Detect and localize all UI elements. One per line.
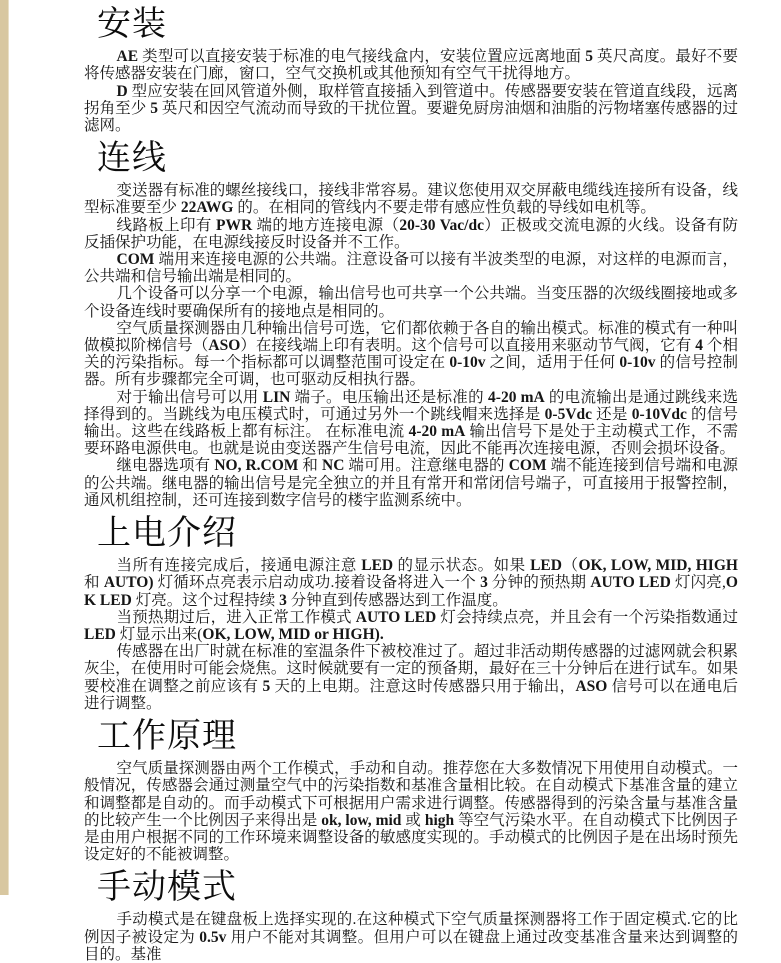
- paragraph: 继电器选项有 NO, R.COM 和 NC 端可用。注意继电器的 COM 端不能连接到信号端和电源的公共端。继电器的输出信号是完全独立的并且有常开和常闭信号端子，可直接用于报警控制，通风机组控制，还可连接到数字信号的楼宇监测系统中。: [84, 457, 738, 509]
- paragraph: 空气质量探测器由两个工作模式，手动和自动。推荐您在大多数情况下用使用自动模式。一般情况，传感器会通过测量空气中的污染指数和基准含量相比较。在自动模式下基准含量的建立和调整都是自动的。而手动模式下可根据用户需求进行调整。传感器得到的污染含量与基准含量的比较产生一个比例因子来得出是 ok, low, mid 或 high 等空气污染水平。在自动模式下比例因子是由用户根据不同的工作环境来调整设备的敏感度实现的。手动模式的比例因子是在出场时预先设定好的不能被调整。: [84, 760, 738, 864]
- paragraph: 几个设备可以分享一个电源，输出信号也可共享一个公共端。当变压器的次级线圈接地或多个设备连线时要确保所有的接地点是相同的。: [84, 285, 738, 320]
- section-heading: 安装: [97, 6, 167, 43]
- paragraph: 对于输出信号可以用 LIN 端子。电压输出还是标准的 4-20 mA 的电流输出是通过跳线来选择得到的。当跳线为电压模式时，可通过另外一个跳线帽来选择是 0-5Vdc 还是 0-10Vdc 的信号输出。这些在线路板上都有标注。 在标准电流 4-20 mA 输出信号下是处于主动模式工作，不需要环路电源供电。也就是说由变送器产生信号电流，因此不能再次连接电源，否则会损坏设备。: [84, 388, 738, 458]
- doc-section: [84, 868, 738, 963]
- paragraph: 空气质量探测器由几种输出信号可选，它们都依赖于各自的输出模式。标准的模式有一种叫做模拟阶梯信号（ASO）在接线端上印有表明。这个信号可以直接用来驱动节气阀，它有 4 个相关的污染指标。每一个指标都可以调整范围可设定在 0-10v 之间，适用于任何 0-10v 的信号控制器。所有步骤都完全可调，也可驱动反相执行器。: [84, 319, 738, 389]
- paragraph: 传感器在出厂时就在标准的室温条件下被校准过了。超过非活动期传感器的过滤网就会积累灰尘，在使用时可能会烧焦。这时候就要有一定的预备期，最好在三十分钟后在进行试车。如果要校准在调整之前应该有 5 天的上电期。注意这时传感器只用于输出，ASO 信号可以在通电后进行调整。: [84, 643, 738, 712]
- page-left-edge-strip: [0, 0, 9, 895]
- doc-section: [84, 5, 738, 134]
- doc-section: [84, 139, 738, 509]
- paragraph: 当所有连接完成后，接通电源注意 LED 的显示状态。如果 LED（OK, LOW, MID, HIGH 和 AUTO) 灯循环点亮表示启动成功.接着设备将进入一个 3 分钟的预热期 AUTO LED 灯闪亮,OK LED 灯亮。这个过程持续 3 分钟直到传感器达到工作温度。: [84, 557, 738, 609]
- paragraph: 线路板上印有 PWR 端的地方连接电源（20-30 Vac/dc）正极或交流电源的火线。设备有防反插保护功能，在电源线接反时设备并不工作。: [84, 216, 738, 251]
- document-content: [84, 0, 738, 963]
- paragraph: 手动模式是在键盘板上选择实现的.在这种模式下空气质量探测器将工作于固定模式.它的比例因子被设定为 0.5v 用户不能对其调整。但用户可以在键盘上通过改变基准含量来达到调整的目的。基准: [84, 911, 738, 963]
- paragraph: COM 端用来连接电源的公共端。注意设备可以接有半波类型的电源，对这样的电源而言，公共端和信号输出端是相同的。: [84, 251, 738, 286]
- section-heading: 手动模式: [97, 869, 237, 907]
- section-heading: 连线: [97, 140, 167, 178]
- paragraph: AE 类型可以直接安装于标准的电气接线盒内，安装位置应远离地面 5 英尺高度。最好不要将传感器安装在门廊，窗口，空气交换机或其他预知有空气干扰得地方。: [84, 48, 738, 83]
- doc-section: [84, 514, 738, 712]
- paragraph: D 型应安装在回风管道外侧，取样管直接插入到管道中。传感器要安装在管道直线段，远离拐角至少 5 英尺和因空气流动而导致的干扰位置。要避免厨房油烟和油脂的污物堵塞传感器的过滤网。: [84, 82, 738, 134]
- paragraph: 当预热期过后，进入正常工作模式 AUTO LED 灯会持续点亮，并且会有一个污染指数通过 LED 灯显示出来(OK, LOW, MID or HIGH).: [84, 608, 738, 644]
- section-heading: 上电介绍: [97, 515, 237, 553]
- section-heading: 工作原理: [97, 718, 237, 756]
- paragraph: 变送器有标准的螺丝接线口，接线非常容易。建议您使用双交屏蔽电缆线连接所有设备，线型标准要至少 22AWG 的。在相同的管线内不要走带有感应性负载的导线如电机等。: [84, 182, 738, 217]
- doc-section: [84, 717, 738, 863]
